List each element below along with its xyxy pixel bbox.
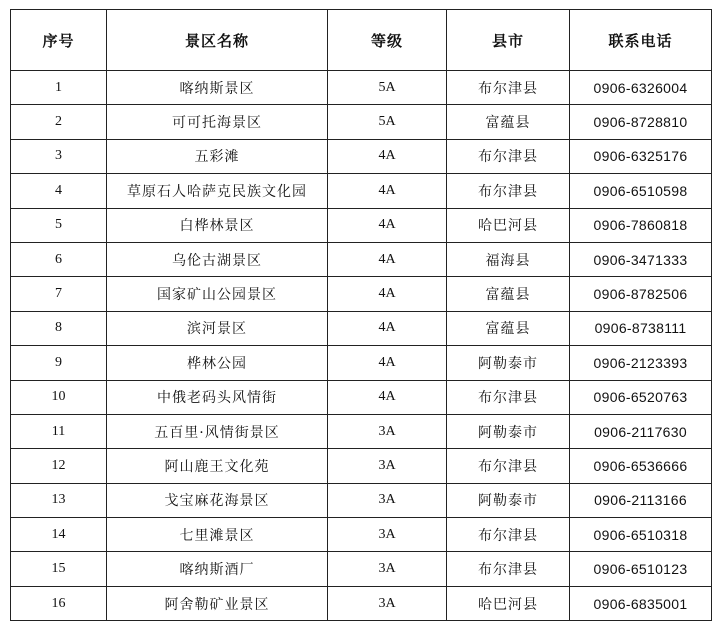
scenic-area-table <box>10 9 712 621</box>
cell-index: 10 <box>11 380 107 414</box>
cell-grade: 4A <box>328 242 447 276</box>
cell-phone: 0906-8738111 <box>570 311 712 345</box>
cell-phone: 0906-6325176 <box>570 139 712 173</box>
header-county: 县市 <box>447 10 570 71</box>
cell-index: 16 <box>11 586 107 620</box>
table-row <box>11 346 712 380</box>
scenic-area-table-container <box>10 9 712 621</box>
cell-index: 7 <box>11 277 107 311</box>
cell-county: 布尔津县 <box>447 174 570 208</box>
cell-phone: 0906-2113166 <box>570 483 712 517</box>
cell-index: 2 <box>11 105 107 139</box>
cell-grade: 5A <box>328 71 447 105</box>
cell-phone: 0906-6510598 <box>570 174 712 208</box>
table-row <box>11 277 712 311</box>
cell-index: 4 <box>11 174 107 208</box>
cell-phone: 0906-2117630 <box>570 414 712 448</box>
cell-grade: 4A <box>328 346 447 380</box>
cell-scenic-name: 中俄老码头风情街 <box>107 380 328 414</box>
table-row <box>11 174 712 208</box>
cell-county: 布尔津县 <box>447 71 570 105</box>
cell-county: 福海县 <box>447 242 570 276</box>
cell-scenic-name: 乌伦古湖景区 <box>107 242 328 276</box>
cell-grade: 3A <box>328 552 447 586</box>
cell-phone: 0906-6326004 <box>570 71 712 105</box>
cell-phone: 0906-7860818 <box>570 208 712 242</box>
cell-index: 1 <box>11 71 107 105</box>
cell-scenic-name: 阿舍勒矿业景区 <box>107 586 328 620</box>
cell-index: 8 <box>11 311 107 345</box>
cell-grade: 4A <box>328 380 447 414</box>
cell-county: 富蕴县 <box>447 105 570 139</box>
cell-phone: 0906-6835001 <box>570 586 712 620</box>
table-row <box>11 552 712 586</box>
cell-scenic-name: 国家矿山公园景区 <box>107 277 328 311</box>
cell-grade: 3A <box>328 414 447 448</box>
cell-phone: 0906-6536666 <box>570 449 712 483</box>
table-body <box>11 71 712 621</box>
cell-scenic-name: 阿山鹿王文化苑 <box>107 449 328 483</box>
cell-scenic-name: 滨河景区 <box>107 311 328 345</box>
cell-scenic-name: 可可托海景区 <box>107 105 328 139</box>
cell-phone: 0906-8728810 <box>570 105 712 139</box>
cell-scenic-name: 五彩滩 <box>107 139 328 173</box>
table-row <box>11 449 712 483</box>
cell-index: 9 <box>11 346 107 380</box>
cell-county: 布尔津县 <box>447 139 570 173</box>
cell-county: 哈巴河县 <box>447 586 570 620</box>
header-grade: 等级 <box>328 10 447 71</box>
table-row <box>11 71 712 105</box>
cell-scenic-name: 喀纳斯景区 <box>107 71 328 105</box>
cell-county: 阿勒泰市 <box>447 414 570 448</box>
table-row <box>11 414 712 448</box>
cell-scenic-name: 五百里·风情街景区 <box>107 414 328 448</box>
cell-index: 6 <box>11 242 107 276</box>
cell-grade: 3A <box>328 586 447 620</box>
table-row <box>11 586 712 620</box>
cell-scenic-name: 草原石人哈萨克民族文化园 <box>107 174 328 208</box>
cell-scenic-name: 喀纳斯酒厂 <box>107 552 328 586</box>
header-row <box>11 10 712 71</box>
cell-phone: 0906-8782506 <box>570 277 712 311</box>
table-row <box>11 518 712 552</box>
header-scenic-name: 景区名称 <box>107 10 328 71</box>
table-row <box>11 105 712 139</box>
cell-scenic-name: 七里滩景区 <box>107 518 328 552</box>
cell-grade: 3A <box>328 449 447 483</box>
cell-county: 富蕴县 <box>447 277 570 311</box>
cell-county: 布尔津县 <box>447 380 570 414</box>
table-row <box>11 208 712 242</box>
cell-grade: 3A <box>328 483 447 517</box>
cell-grade: 4A <box>328 311 447 345</box>
cell-phone: 0906-2123393 <box>570 346 712 380</box>
cell-grade: 3A <box>328 518 447 552</box>
cell-phone: 0906-6510318 <box>570 518 712 552</box>
cell-index: 15 <box>11 552 107 586</box>
cell-index: 14 <box>11 518 107 552</box>
cell-phone: 0906-3471333 <box>570 242 712 276</box>
cell-grade: 4A <box>328 277 447 311</box>
table-row <box>11 139 712 173</box>
cell-county: 哈巴河县 <box>447 208 570 242</box>
cell-county: 布尔津县 <box>447 518 570 552</box>
cell-county: 阿勒泰市 <box>447 346 570 380</box>
table-row <box>11 311 712 345</box>
cell-grade: 5A <box>328 105 447 139</box>
cell-scenic-name: 桦林公园 <box>107 346 328 380</box>
header-index: 序号 <box>11 10 107 71</box>
table-header <box>11 10 712 71</box>
cell-index: 3 <box>11 139 107 173</box>
header-phone: 联系电话 <box>570 10 712 71</box>
cell-scenic-name: 戈宝麻花海景区 <box>107 483 328 517</box>
cell-scenic-name: 白桦林景区 <box>107 208 328 242</box>
cell-county: 阿勒泰市 <box>447 483 570 517</box>
cell-grade: 4A <box>328 139 447 173</box>
cell-county: 布尔津县 <box>447 449 570 483</box>
cell-index: 13 <box>11 483 107 517</box>
cell-phone: 0906-6510123 <box>570 552 712 586</box>
table-row <box>11 380 712 414</box>
table-row <box>11 483 712 517</box>
cell-county: 布尔津县 <box>447 552 570 586</box>
cell-grade: 4A <box>328 174 447 208</box>
cell-index: 5 <box>11 208 107 242</box>
cell-index: 12 <box>11 449 107 483</box>
table-row <box>11 242 712 276</box>
cell-grade: 4A <box>328 208 447 242</box>
cell-county: 富蕴县 <box>447 311 570 345</box>
cell-phone: 0906-6520763 <box>570 380 712 414</box>
cell-index: 11 <box>11 414 107 448</box>
